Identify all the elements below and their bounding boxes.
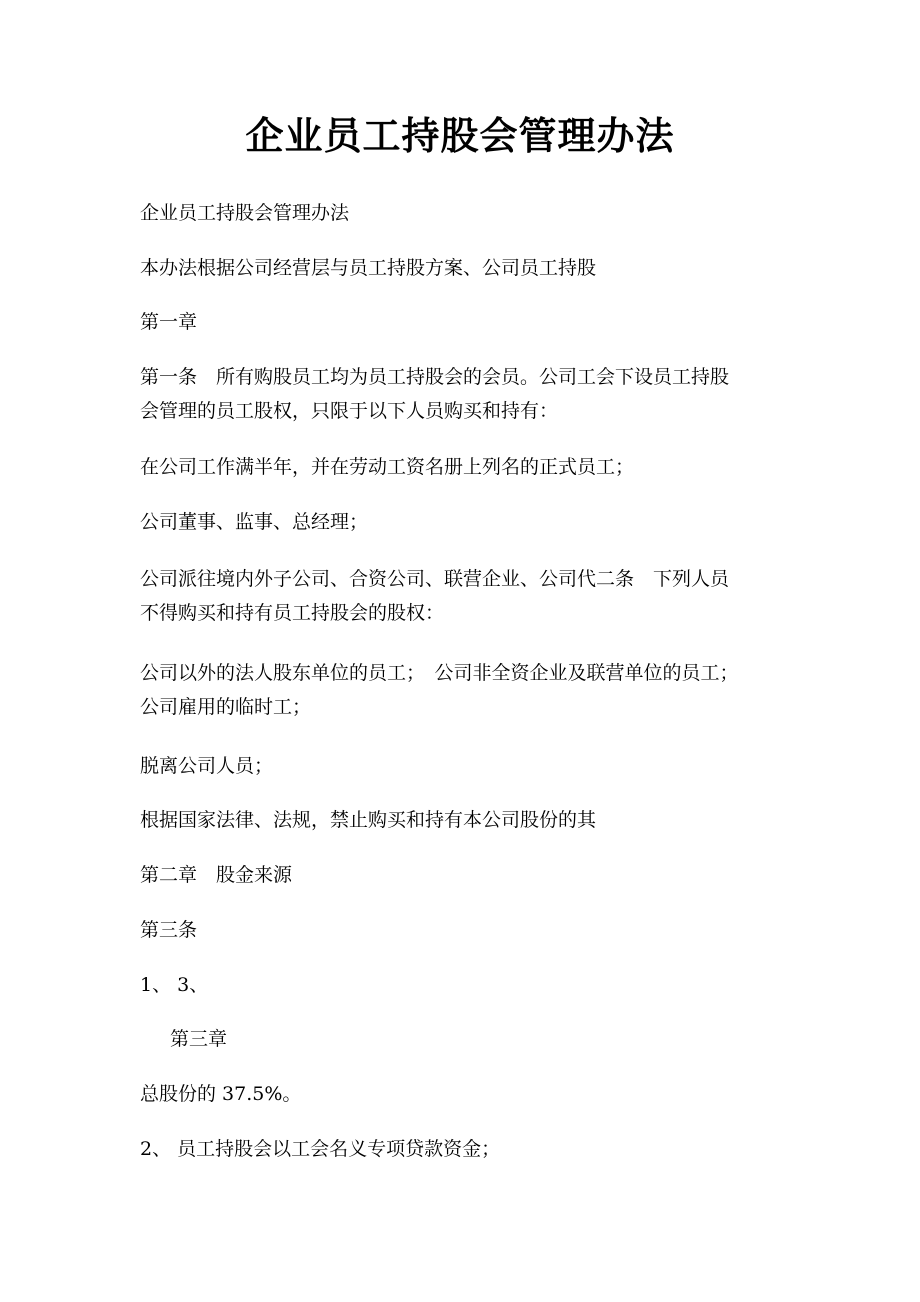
list-item-law: 根据国家法律、法规，禁止购买和持有本公司股份的其 [140,809,597,831]
paragraph-intro: 本办法根据公司经营层与员工持股方案、公司员工持股 [140,257,597,279]
paragraph-heading: 企业员工持股会管理办法 [140,202,350,224]
list-item-departed: 脱离公司人员； [140,755,274,777]
chapter-one-heading: 第一章 [140,311,198,333]
list-item-loan: 2、 员工持股会以工会名义专项贷款资金； [140,1138,501,1160]
list-item-excluded-line-1: 公司以外的法人股东单位的员工； 公司非全资企业及联营单位的员工； [140,662,739,684]
article-one-line-2: 会管理的员工股权，只限于以下人员购买和持有： [140,400,559,422]
numbered-items: 1、 3、 [140,974,209,996]
paragraph-share-percent: 总股份的 37.5%。 [140,1083,302,1105]
document-title: 企业员工持股会管理办法 [245,113,675,158]
list-item-dispatched-line-1: 公司派往境内外子公司、合资公司、联营企业、公司代二条 下列人员 [140,568,730,590]
article-three-heading: 第三条 [140,919,198,941]
article-one-line-1: 第一条 所有购股员工均为员工持股会的会员。公司工会下设员工持股 [140,366,730,388]
list-item-full-time: 在公司工作满半年，并在劳动工资名册上列名的正式员工； [140,456,635,478]
chapter-two-heading: 第二章 股金来源 [140,864,293,886]
list-item-directors: 公司董事、监事、总经理； [140,511,369,533]
list-item-dispatched-line-2: 不得购买和持有员工持股会的股权： [140,602,445,624]
list-item-excluded-line-2: 公司雇用的临时工； [140,696,312,718]
chapter-three-heading: 第三章 [170,1028,228,1050]
